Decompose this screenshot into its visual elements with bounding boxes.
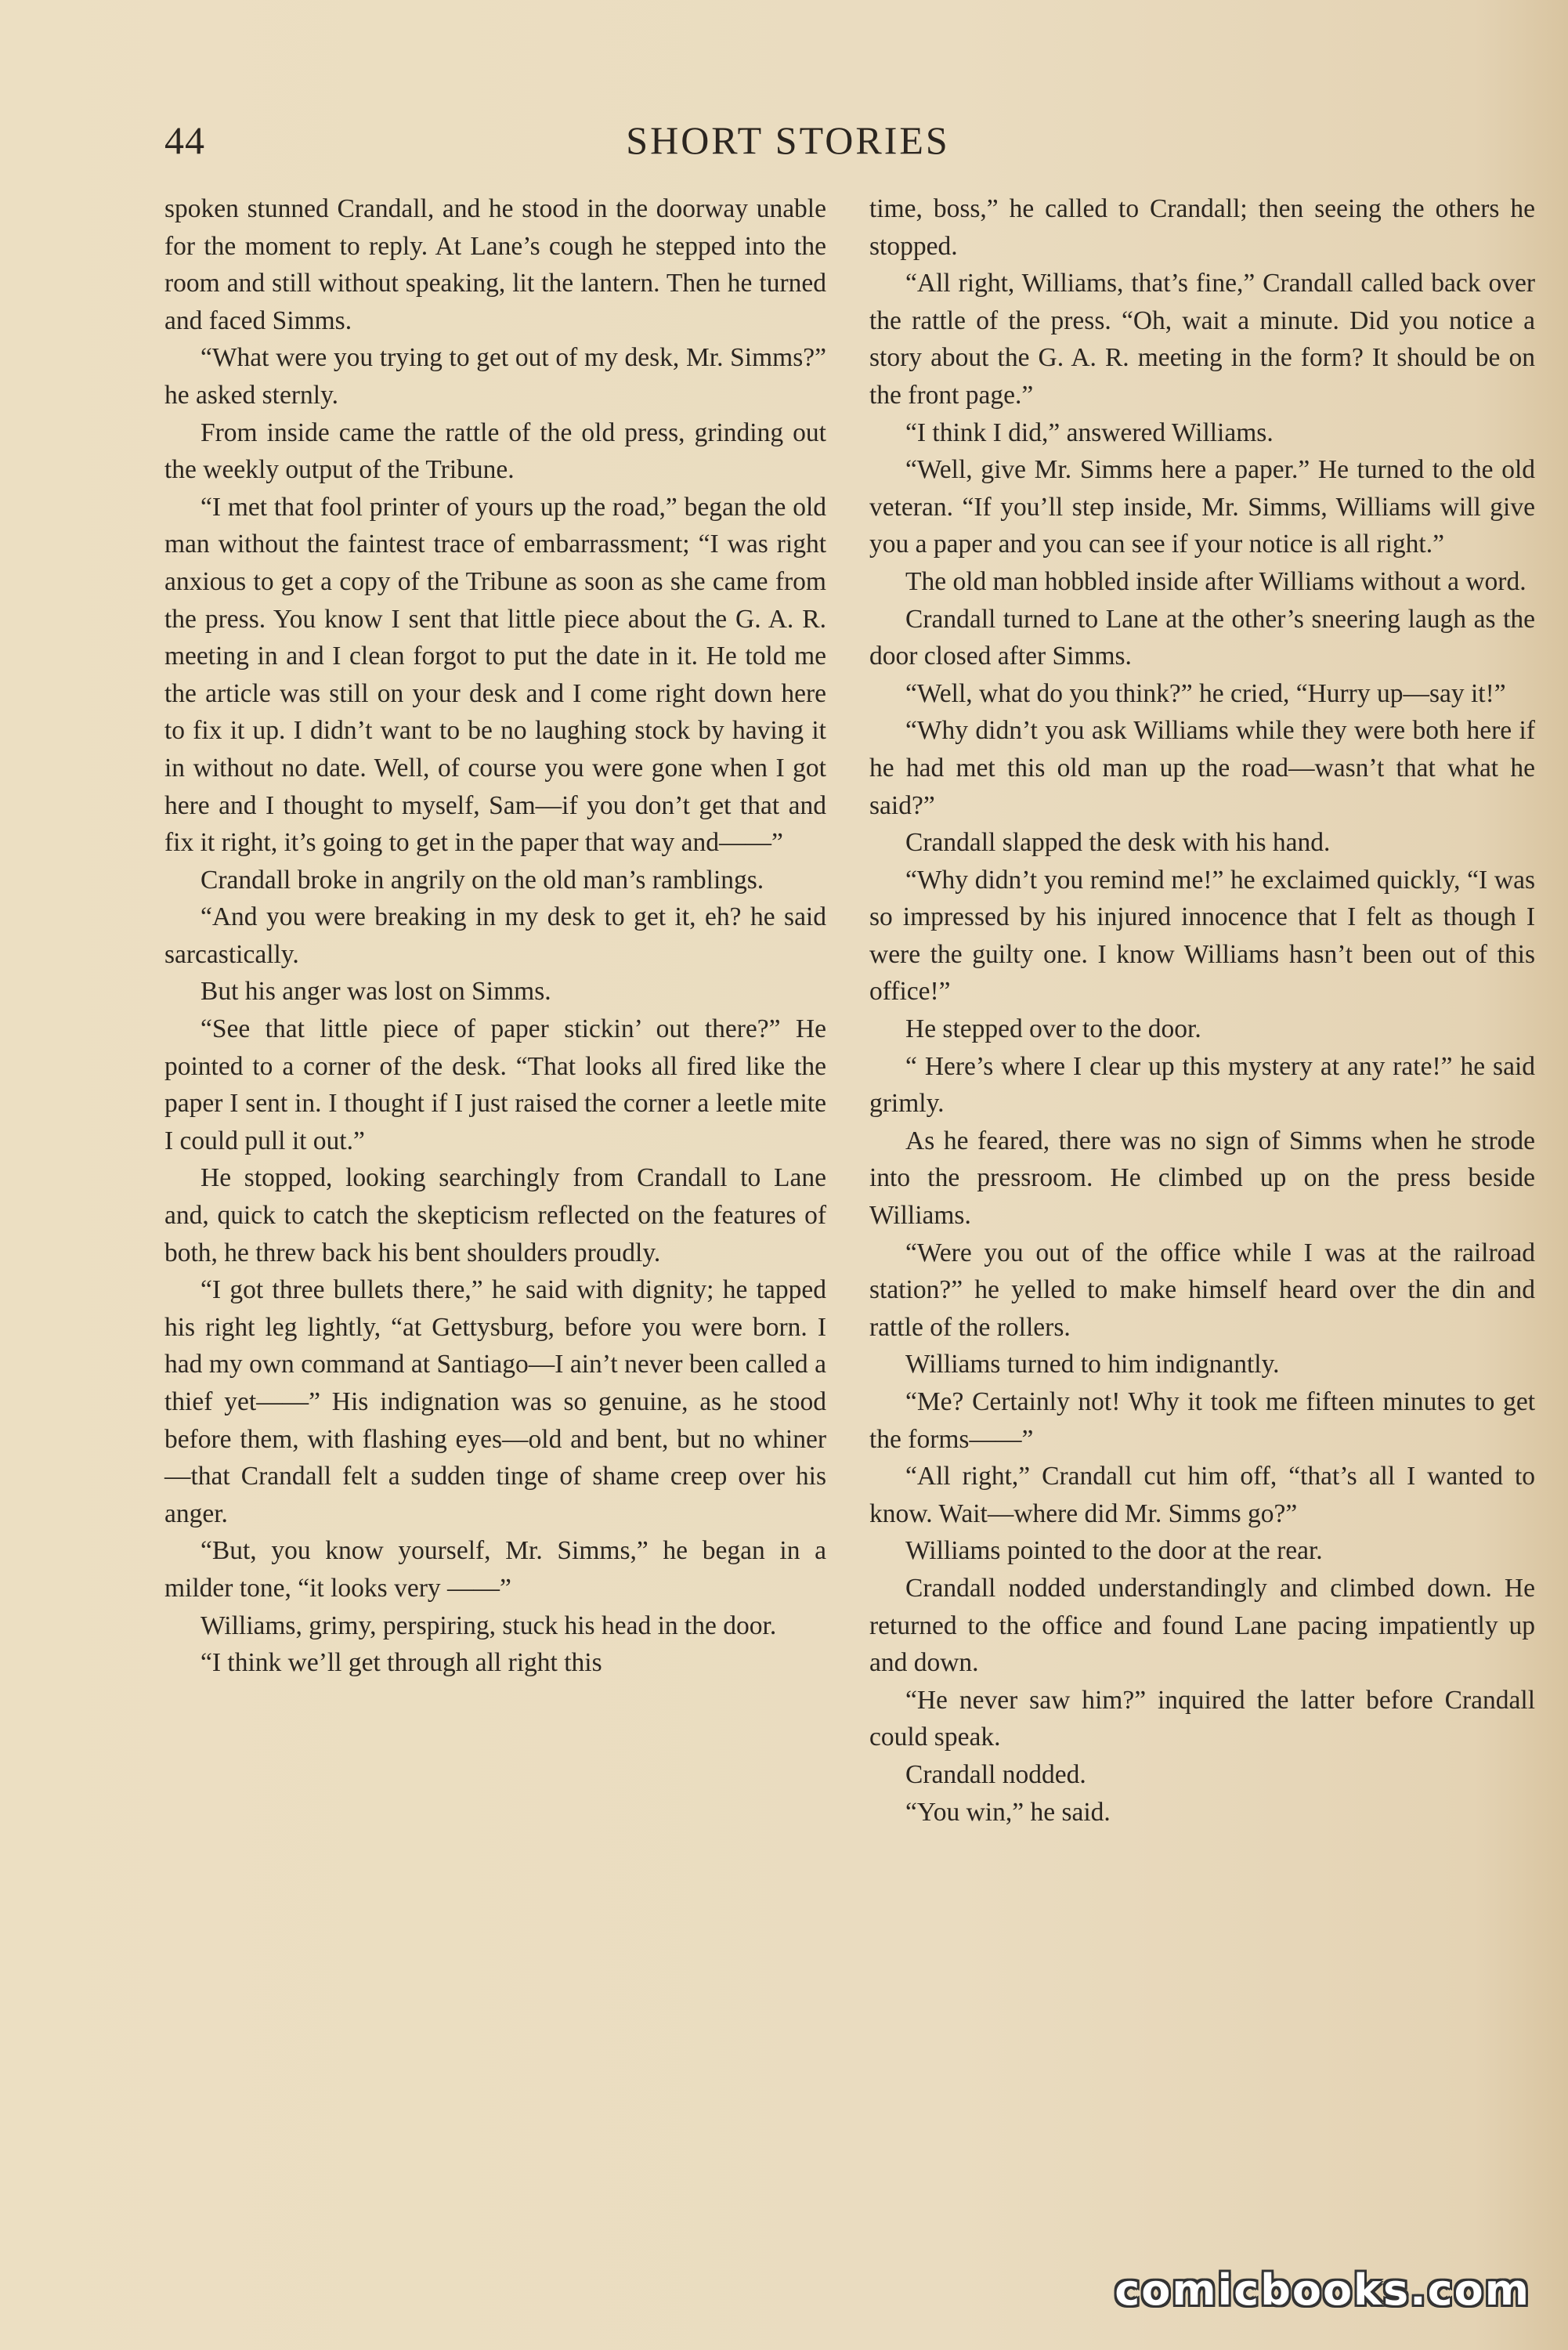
paragraph: Williams turned to him indignantly. — [905, 1350, 1280, 1379]
right-column — [869, 190, 1535, 1831]
paragraph: “He never saw him?” inquired the latter before Crandall could speak. — [869, 1685, 1535, 1752]
paragraph: “I think I did,” answered Williams. — [905, 418, 1274, 447]
paragraph: “Well, give Mr. Simms here a paper.” He turned to the old veteran. “If you’ll step inside, Mr. Simms, Williams will give you a paper and you can see if your notice is all right.” — [869, 455, 1535, 559]
paragraph: “I got three bullets there,” he said with dignity; he tapped his right leg lightly, “at Gettysburg, before you were born. I had my own command at Santiago—I ain’t never been called a thief yet——” His indignation was so genuine, as he stood before them, with flashing eyes—old and bent, but no whiner—that Crandall felt a sudden tinge of shame creep over his anger. — [164, 1275, 826, 1528]
paragraph: Crandall nodded. — [905, 1759, 1086, 1789]
paragraph: Crandall nodded understandingly and climbed down. He returned to the office and found Lane pacing impatiently up and down. — [869, 1573, 1535, 1678]
paragraph: “Why didn’t you remind me!” he exclaimed quickly, “I was so impressed by his injured innocence that I felt as though I were the guilty one. I know Williams hasn’t been out of this office!” — [869, 865, 1535, 1007]
paragraph: He stopped, looking searchingly from Crandall to Lane and, quick to catch the skepticism reflected on the features of both, he threw back his bent shoulders proudly. — [164, 1163, 826, 1267]
paragraph: “All right,” Crandall cut him off, “that’s all I wanted to know. Wait—where did Mr. Simms go?” — [869, 1462, 1535, 1528]
paragraph: “You win,” he said. — [905, 1797, 1111, 1827]
left-column — [164, 190, 826, 1682]
paragraph: Williams, grimy, perspiring, stuck his head in the door. — [201, 1611, 777, 1640]
paragraph: “What were you trying to get out of my desk, Mr. Simms?” he asked sternly. — [164, 343, 826, 410]
page-header — [164, 118, 1411, 180]
paragraph: Crandall slapped the desk with his hand. — [905, 828, 1331, 858]
paragraph: “Why didn’t you ask Williams while they were both here if he had met this old man up the road—wasn’t that what he said?” — [869, 716, 1535, 820]
paragraph: Williams pointed to the door at the rear. — [905, 1536, 1323, 1566]
paragraph: “I think we’ll get through all right this — [201, 1648, 602, 1678]
paragraph: But his anger was lost on Simms. — [201, 977, 551, 1007]
paragraph: As he feared, there was no sign of Simms when he strode into the pressroom. He climbed up on the press beside Williams. — [869, 1126, 1535, 1231]
paragraph: time, boss,” he called to Crandall; then seeing the others he stopped. — [869, 194, 1535, 261]
running-title: SHORT STORIES — [626, 118, 950, 162]
paragraph: The old man hobbled inside after Williams without a word. — [905, 566, 1526, 596]
paragraph: “I met that fool printer of yours up the road,” began the old man without the faintest trace of embarrassment; “I was right anxious to get a copy of the Tribune as soon as she came from the press. You know I sent that little piece about the G. A. R. meeting in and I clean forgot to put the date in it. He told me the article was still on your desk and I come right down here to fix it up. I didn’t want to be no laughing stock by having it in without no date. Well, of course you were gone when I got here and I thought to myself, Sam—if you don’t get that and fix it right, it’s going to get in the paper that way and——” — [164, 492, 826, 858]
paragraph: “ Here’s where I clear up this mystery at any rate!” he said grimly. — [869, 1051, 1535, 1119]
paragraph: “All right, Williams, that’s fine,” Crandall called back over the rattle of the press. “Oh, wait a minute. Did you notice a story about the G. A. R. meeting in the form? It should be on the front page.” — [869, 269, 1535, 410]
paragraph: “But, you know yourself, Mr. Simms,” he began in a milder tone, “it looks very ——” — [164, 1536, 826, 1603]
site-watermark: comicbooks.com — [1115, 2265, 1530, 2315]
paragraph: “Me? Certainly not! Why it took me fifteen minutes to get the forms——” — [869, 1387, 1535, 1454]
paragraph: spoken stunned Crandall, and he stood in the doorway unable for the moment to reply. At Lane’s cough he stepped into the room and still without speaking, lit the lantern. Then he turned and faced Simms. — [164, 194, 826, 335]
paragraph: “Well, what do you think?” he cried, “Hurry up—say it!” — [905, 678, 1506, 708]
page-number: 44 — [164, 118, 205, 162]
paragraph: “And you were breaking in my desk to get it, eh? he said sarcastically. — [164, 902, 826, 969]
paragraph: He stepped over to the door. — [905, 1014, 1201, 1044]
paragraph: Crandall broke in angrily on the old man’s ramblings. — [201, 865, 764, 895]
paragraph: Crandall turned to Lane at the other’s sneering laugh as the door closed after Simms. — [869, 604, 1535, 671]
paragraph: “Were you out of the office while I was at the railroad station?” he yelled to make himself heard over the din and rattle of the rollers. — [869, 1238, 1535, 1342]
paragraph: From inside came the rattle of the old press, grinding out the weekly output of the Tribune. — [164, 418, 826, 485]
paragraph: “See that little piece of paper stickin’ out there?” He pointed to a corner of the desk. “That looks all fired like the paper I sent in. I thought if I just raised the corner a leetle mite I could pull it out.” — [164, 1014, 826, 1155]
